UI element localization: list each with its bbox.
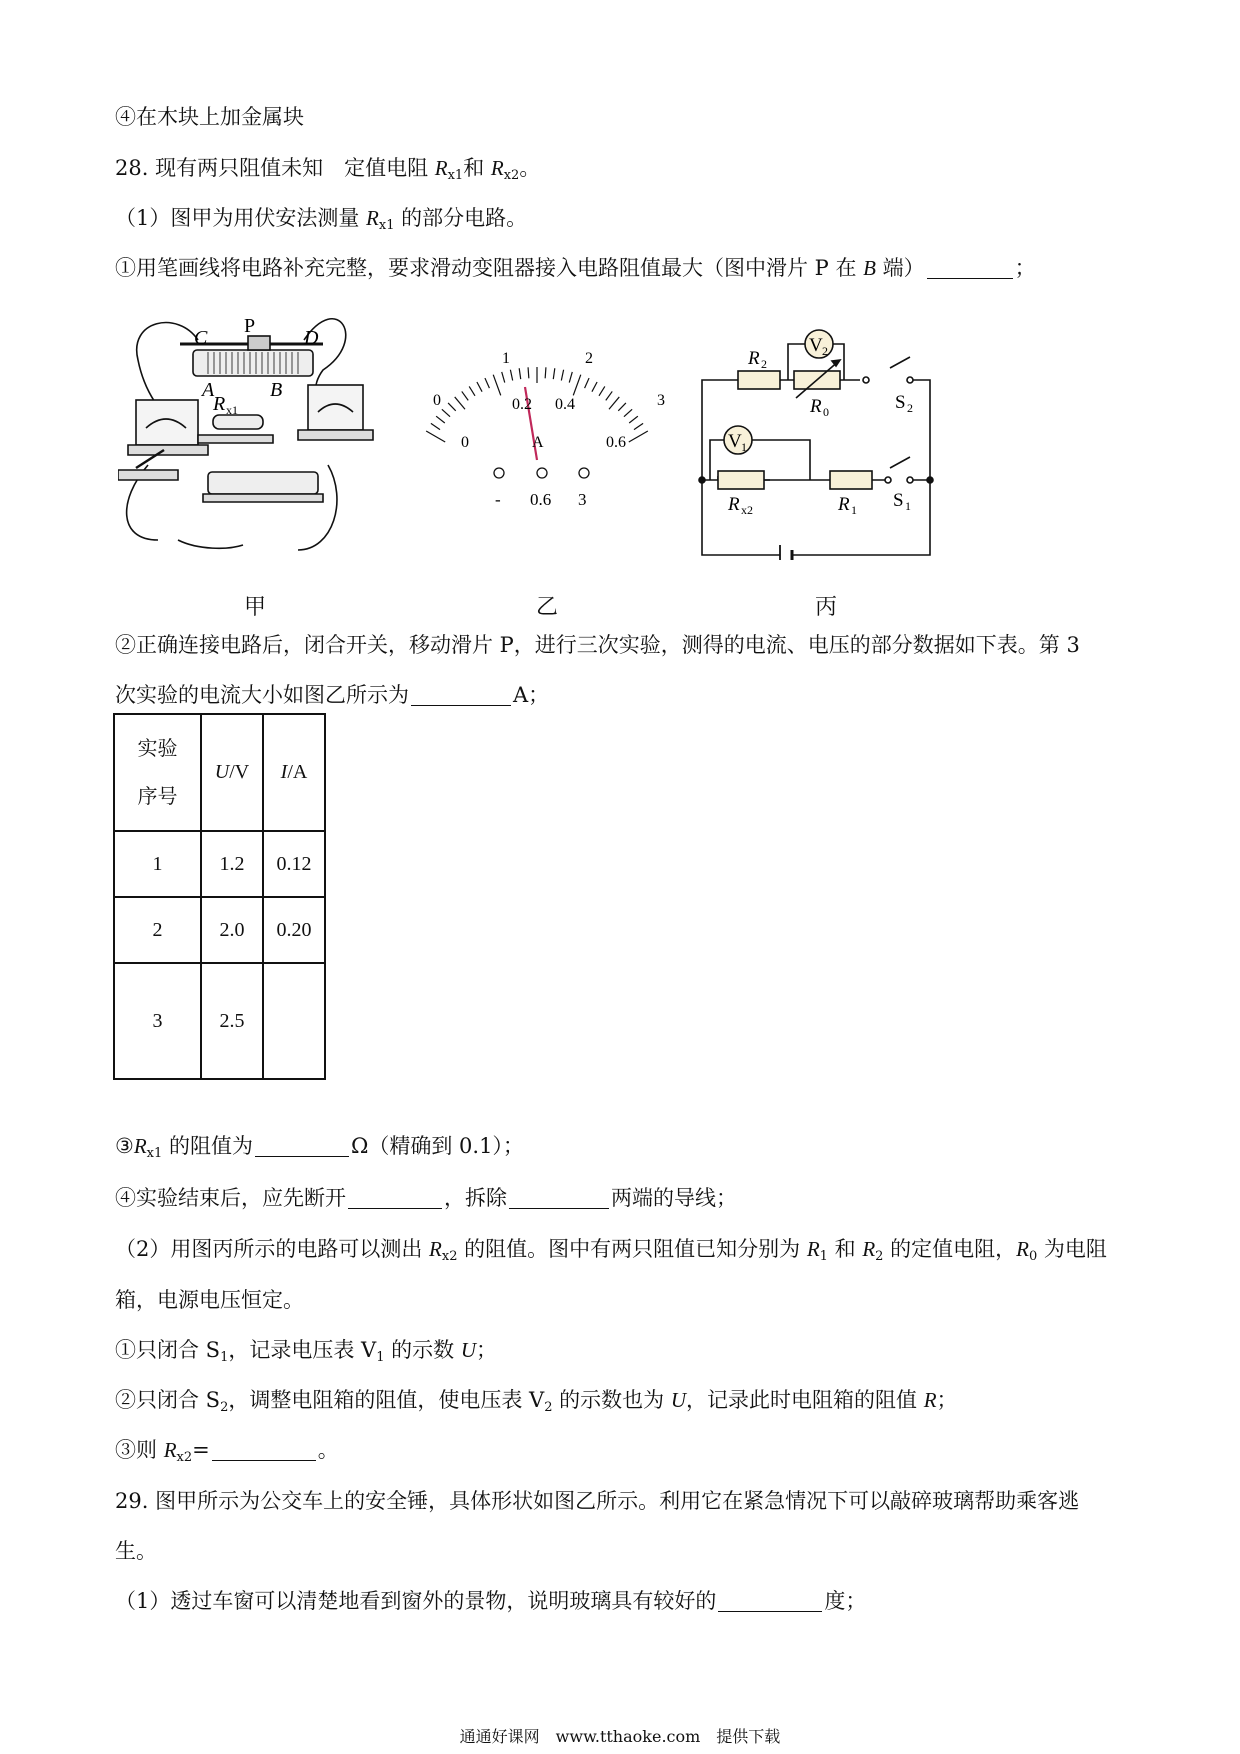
- circuit-rx2-sub: x2: [741, 503, 753, 517]
- t3-text-b: =: [192, 1438, 210, 1462]
- sym-R: R: [923, 1388, 937, 1412]
- sym-2: 2: [544, 1400, 553, 1415]
- dial-tick: [629, 416, 638, 423]
- sym-R: R: [806, 1237, 820, 1261]
- s3-text-c: Ω（精确到 0.1）；: [350, 1134, 524, 1158]
- dial-tick: [618, 403, 626, 411]
- sym-R: R: [434, 156, 448, 180]
- question-29-line-2: 生。: [115, 1539, 157, 1563]
- rheostat-terminal-b: B: [270, 379, 283, 401]
- table-cell-index: 1: [114, 831, 201, 897]
- p2-text-b: 的阻值。图中有两只阻值已知分别为: [457, 1237, 807, 1261]
- table-cell-u: 2.5: [201, 963, 263, 1079]
- sym-1: 1: [376, 1350, 385, 1365]
- sym-R: R: [1016, 1237, 1029, 1261]
- table-row: [114, 831, 325, 897]
- dial-tick: [553, 368, 555, 379]
- dial-tick: [485, 378, 489, 388]
- t2-text-d: ，记录此时电阻箱的阻值: [686, 1388, 924, 1412]
- t3-text-a: ③则: [115, 1438, 164, 1462]
- table-header-row: [114, 714, 325, 831]
- rheostat-terminal-d: D: [304, 327, 319, 349]
- answer-blank[interactable]: [348, 1186, 442, 1209]
- sym-R: R: [490, 156, 504, 180]
- s1-text-a: ①用笔画线将电路补充完整，要求滑动变阻器接入电路阻值最大（图中滑片 P 在: [115, 256, 864, 280]
- scale-minor-0.2: 0.2: [512, 396, 532, 413]
- part-1-intro: [115, 203, 527, 233]
- scale-major-1: 1: [502, 350, 510, 367]
- part-2-line-2: 箱，电源电压恒定。: [115, 1288, 304, 1312]
- sym-x1: x1: [447, 168, 464, 183]
- voltmeter-v2-sub: 2: [822, 344, 828, 358]
- dial-tick: [519, 368, 521, 379]
- table-cell-i: 0.12: [263, 831, 325, 897]
- rheostat-terminal-c: C: [194, 327, 208, 349]
- t1-text-b: ，记录电压表 V: [228, 1338, 377, 1362]
- rx1-label-sub: x1: [226, 403, 238, 417]
- s1-text-b: 端）: [875, 256, 925, 280]
- t2-text-b: ，调整电阻箱的阻值，使电压表 V: [228, 1388, 545, 1412]
- table-row: [114, 963, 325, 1079]
- t2-text-e: ；: [936, 1388, 958, 1412]
- dial-tick: [609, 397, 619, 409]
- p2-text-c: 和: [827, 1237, 863, 1261]
- p2-text-d: 的定值电阻，: [883, 1237, 1017, 1261]
- line-option-4: ④在木块上加金属块: [115, 105, 304, 129]
- switch-s2-label: S: [895, 392, 906, 413]
- dial-tick: [442, 409, 450, 416]
- meter-unit: A: [532, 434, 544, 451]
- s1-text-c: ；: [1014, 256, 1036, 280]
- dial-tick: [431, 423, 440, 429]
- voltmeter-v2-label: V: [809, 335, 823, 356]
- p2-step-2: [115, 1385, 958, 1415]
- dial-tick: [573, 375, 581, 396]
- figure-caption-bing: 丙: [815, 595, 838, 620]
- q28-text-c: 。: [519, 156, 541, 180]
- answer-blank[interactable]: [255, 1134, 349, 1157]
- question-28: [115, 153, 540, 183]
- step-2-line-2: [115, 680, 549, 710]
- scale-minor-0.4: 0.4: [555, 396, 575, 413]
- p2-step-1: [115, 1335, 497, 1365]
- answer-blank[interactable]: [718, 1589, 822, 1612]
- t2-text-a: ②只闭合 S: [115, 1388, 221, 1412]
- dial-tick: [561, 370, 563, 381]
- circuit-r1-label: R: [838, 494, 850, 515]
- sym-B: B: [863, 256, 876, 280]
- dial-tick: [606, 391, 612, 400]
- p1-text-b: 的部分电路。: [394, 206, 528, 230]
- terminal-label-neg: -: [495, 490, 501, 509]
- dial-tick: [569, 372, 572, 383]
- p1-text-a: （1）图甲为用伏安法测量: [115, 206, 367, 230]
- circuit-r0-sub: 0: [823, 405, 829, 419]
- table-cell-index: 3: [114, 963, 201, 1079]
- figure-bing-circuit: [690, 300, 950, 560]
- dial-tick: [599, 386, 605, 395]
- scale-minor-0: 0: [461, 434, 469, 451]
- dial-tick: [592, 382, 597, 392]
- sym-R: R: [862, 1237, 876, 1261]
- q29-text-b: 度；: [824, 1589, 867, 1613]
- data-table: [113, 713, 326, 1080]
- question-29-line-1: 29. 图甲所示为公交车上的安全锤，具体形状如图乙所示。利用它在紧急情况下可以敲碎玻璃帮助乘客逃: [115, 1489, 1080, 1513]
- p2-text-a: （2）用图丙所示的电路可以测出: [115, 1237, 430, 1261]
- s2-text-b: A；: [513, 683, 550, 707]
- sym-x1: x1: [146, 1146, 163, 1161]
- dial-tick: [502, 372, 505, 383]
- circled-3: ③: [115, 1134, 134, 1158]
- sym-x1: x1: [378, 218, 395, 233]
- table-cell-i: 0.20: [263, 897, 325, 963]
- dial-tick: [426, 431, 445, 442]
- dial-tick: [528, 367, 529, 378]
- q29-text-a: （1）透过车窗可以清楚地看到窗外的景物，说明玻璃具有较好的: [115, 1589, 717, 1613]
- answer-blank[interactable]: [411, 683, 511, 706]
- figure-caption-jia: 甲: [244, 595, 267, 620]
- t1-text-c: 的示数: [384, 1338, 461, 1362]
- step-1: [115, 253, 1036, 283]
- p2-step-3: [115, 1435, 339, 1465]
- part-2-line-1: [115, 1234, 1107, 1264]
- circuit-r1-sub: 1: [851, 503, 857, 517]
- sym-R: R: [429, 1237, 442, 1261]
- table-cell-u: 1.2: [201, 831, 263, 897]
- answer-blank[interactable]: [212, 1438, 316, 1461]
- t3-text-c: 。: [317, 1438, 339, 1462]
- sym-R: R: [163, 1438, 177, 1462]
- voltmeter-v1-label: V: [728, 431, 742, 452]
- sym-x2: x2: [176, 1450, 193, 1465]
- sym-0: 0: [1028, 1249, 1038, 1264]
- dial-tick: [545, 367, 546, 378]
- step-4: [115, 1183, 737, 1213]
- rx1-label: R: [213, 393, 226, 415]
- dial-tick: [493, 375, 501, 396]
- terminal-0.6: [537, 468, 547, 478]
- sym-R: R: [366, 206, 379, 230]
- dial-tick: [436, 416, 445, 423]
- circuit-r2-sub: 2: [761, 357, 767, 371]
- answer-blank[interactable]: [927, 256, 1013, 279]
- dial-tick: [624, 409, 632, 416]
- s2-text-a: 次实验的电流大小如图乙所示为: [115, 683, 409, 707]
- rheostat-terminal-a: A: [202, 379, 215, 401]
- step-2-line-1: ②正确连接电路后，闭合开关，移动滑片 P，进行三次实验，测得的电流、电压的部分数据如下表。第 3: [115, 633, 1080, 657]
- dial-tick: [634, 423, 643, 429]
- dial-tick: [455, 397, 465, 409]
- figure-jia-apparatus: [118, 300, 388, 570]
- table-header-u: U/V: [201, 714, 263, 831]
- answer-blank[interactable]: [509, 1186, 609, 1209]
- sym-1: 1: [819, 1249, 828, 1264]
- terminal-label-0.6: 0.6: [530, 490, 552, 509]
- dial-tick: [477, 382, 482, 392]
- t1-text-a: ①只闭合 S: [115, 1338, 221, 1362]
- table-row: [114, 897, 325, 963]
- table-header-i: I/A: [263, 714, 325, 831]
- figure-caption-yi: 乙: [536, 595, 559, 620]
- step-3: [115, 1131, 524, 1161]
- s4-text-a: ④实验结束后，应先断开: [115, 1186, 346, 1210]
- s3-text-b: 的阻值为: [162, 1134, 253, 1158]
- question-29-part-1: [115, 1586, 866, 1616]
- p2-text-e: 为电阻: [1037, 1237, 1107, 1261]
- dial-tick: [629, 431, 648, 442]
- table-cell-i[interactable]: [263, 963, 325, 1079]
- dial-tick: [469, 386, 475, 395]
- s4-text-b: ，拆除: [444, 1186, 507, 1210]
- table-header-index: 实验 序号: [114, 714, 201, 831]
- scale-major-2: 2: [585, 350, 593, 367]
- figure-yi-ammeter: [425, 345, 675, 510]
- t1-text-d: ；: [476, 1338, 497, 1362]
- s4-text-c: 两端的导线；: [611, 1186, 737, 1210]
- terminal-3: [579, 468, 589, 478]
- circuit-rx2-label: R: [728, 494, 740, 515]
- sym-R: R: [133, 1134, 147, 1158]
- circuit-r0-label: R: [810, 396, 822, 417]
- switch-s2-sub: 2: [907, 401, 913, 415]
- t2-text-c: 的示数也为: [552, 1388, 671, 1412]
- switch-s1-sub: 1: [905, 499, 911, 513]
- scale-minor-0.6: 0.6: [606, 434, 626, 451]
- terminal-neg: [494, 468, 504, 478]
- rheostat-slider-p: P: [244, 315, 256, 337]
- sym-1: 1: [220, 1350, 229, 1365]
- page-footer: 通通好课网 www.tthaoke.com 提供下载: [459, 1727, 781, 1746]
- circuit-r2-label: R: [748, 348, 760, 369]
- dial-tick: [448, 403, 456, 411]
- dial-tick: [510, 370, 512, 381]
- dial-tick: [585, 378, 589, 388]
- sym-2: 2: [220, 1400, 229, 1415]
- sym-U: U: [670, 1388, 686, 1412]
- sym-x2: x2: [441, 1249, 458, 1264]
- scale-major-0: 0: [433, 392, 441, 409]
- voltmeter-v1-sub: 1: [741, 440, 747, 454]
- scale-major-3: 3: [657, 392, 665, 409]
- q28-text-b: 和: [463, 156, 491, 180]
- sym-U: U: [460, 1338, 476, 1362]
- sym-2: 2: [875, 1249, 884, 1264]
- dial-tick: [462, 391, 468, 400]
- sym-x2: x2: [503, 168, 520, 183]
- terminal-label-3: 3: [578, 490, 587, 509]
- table-cell-u: 2.0: [201, 897, 263, 963]
- switch-s1-label: S: [893, 490, 904, 511]
- q28-text-a: 28. 现有两只阻值未知 定值电阻: [115, 156, 435, 180]
- table-cell-index: 2: [114, 897, 201, 963]
